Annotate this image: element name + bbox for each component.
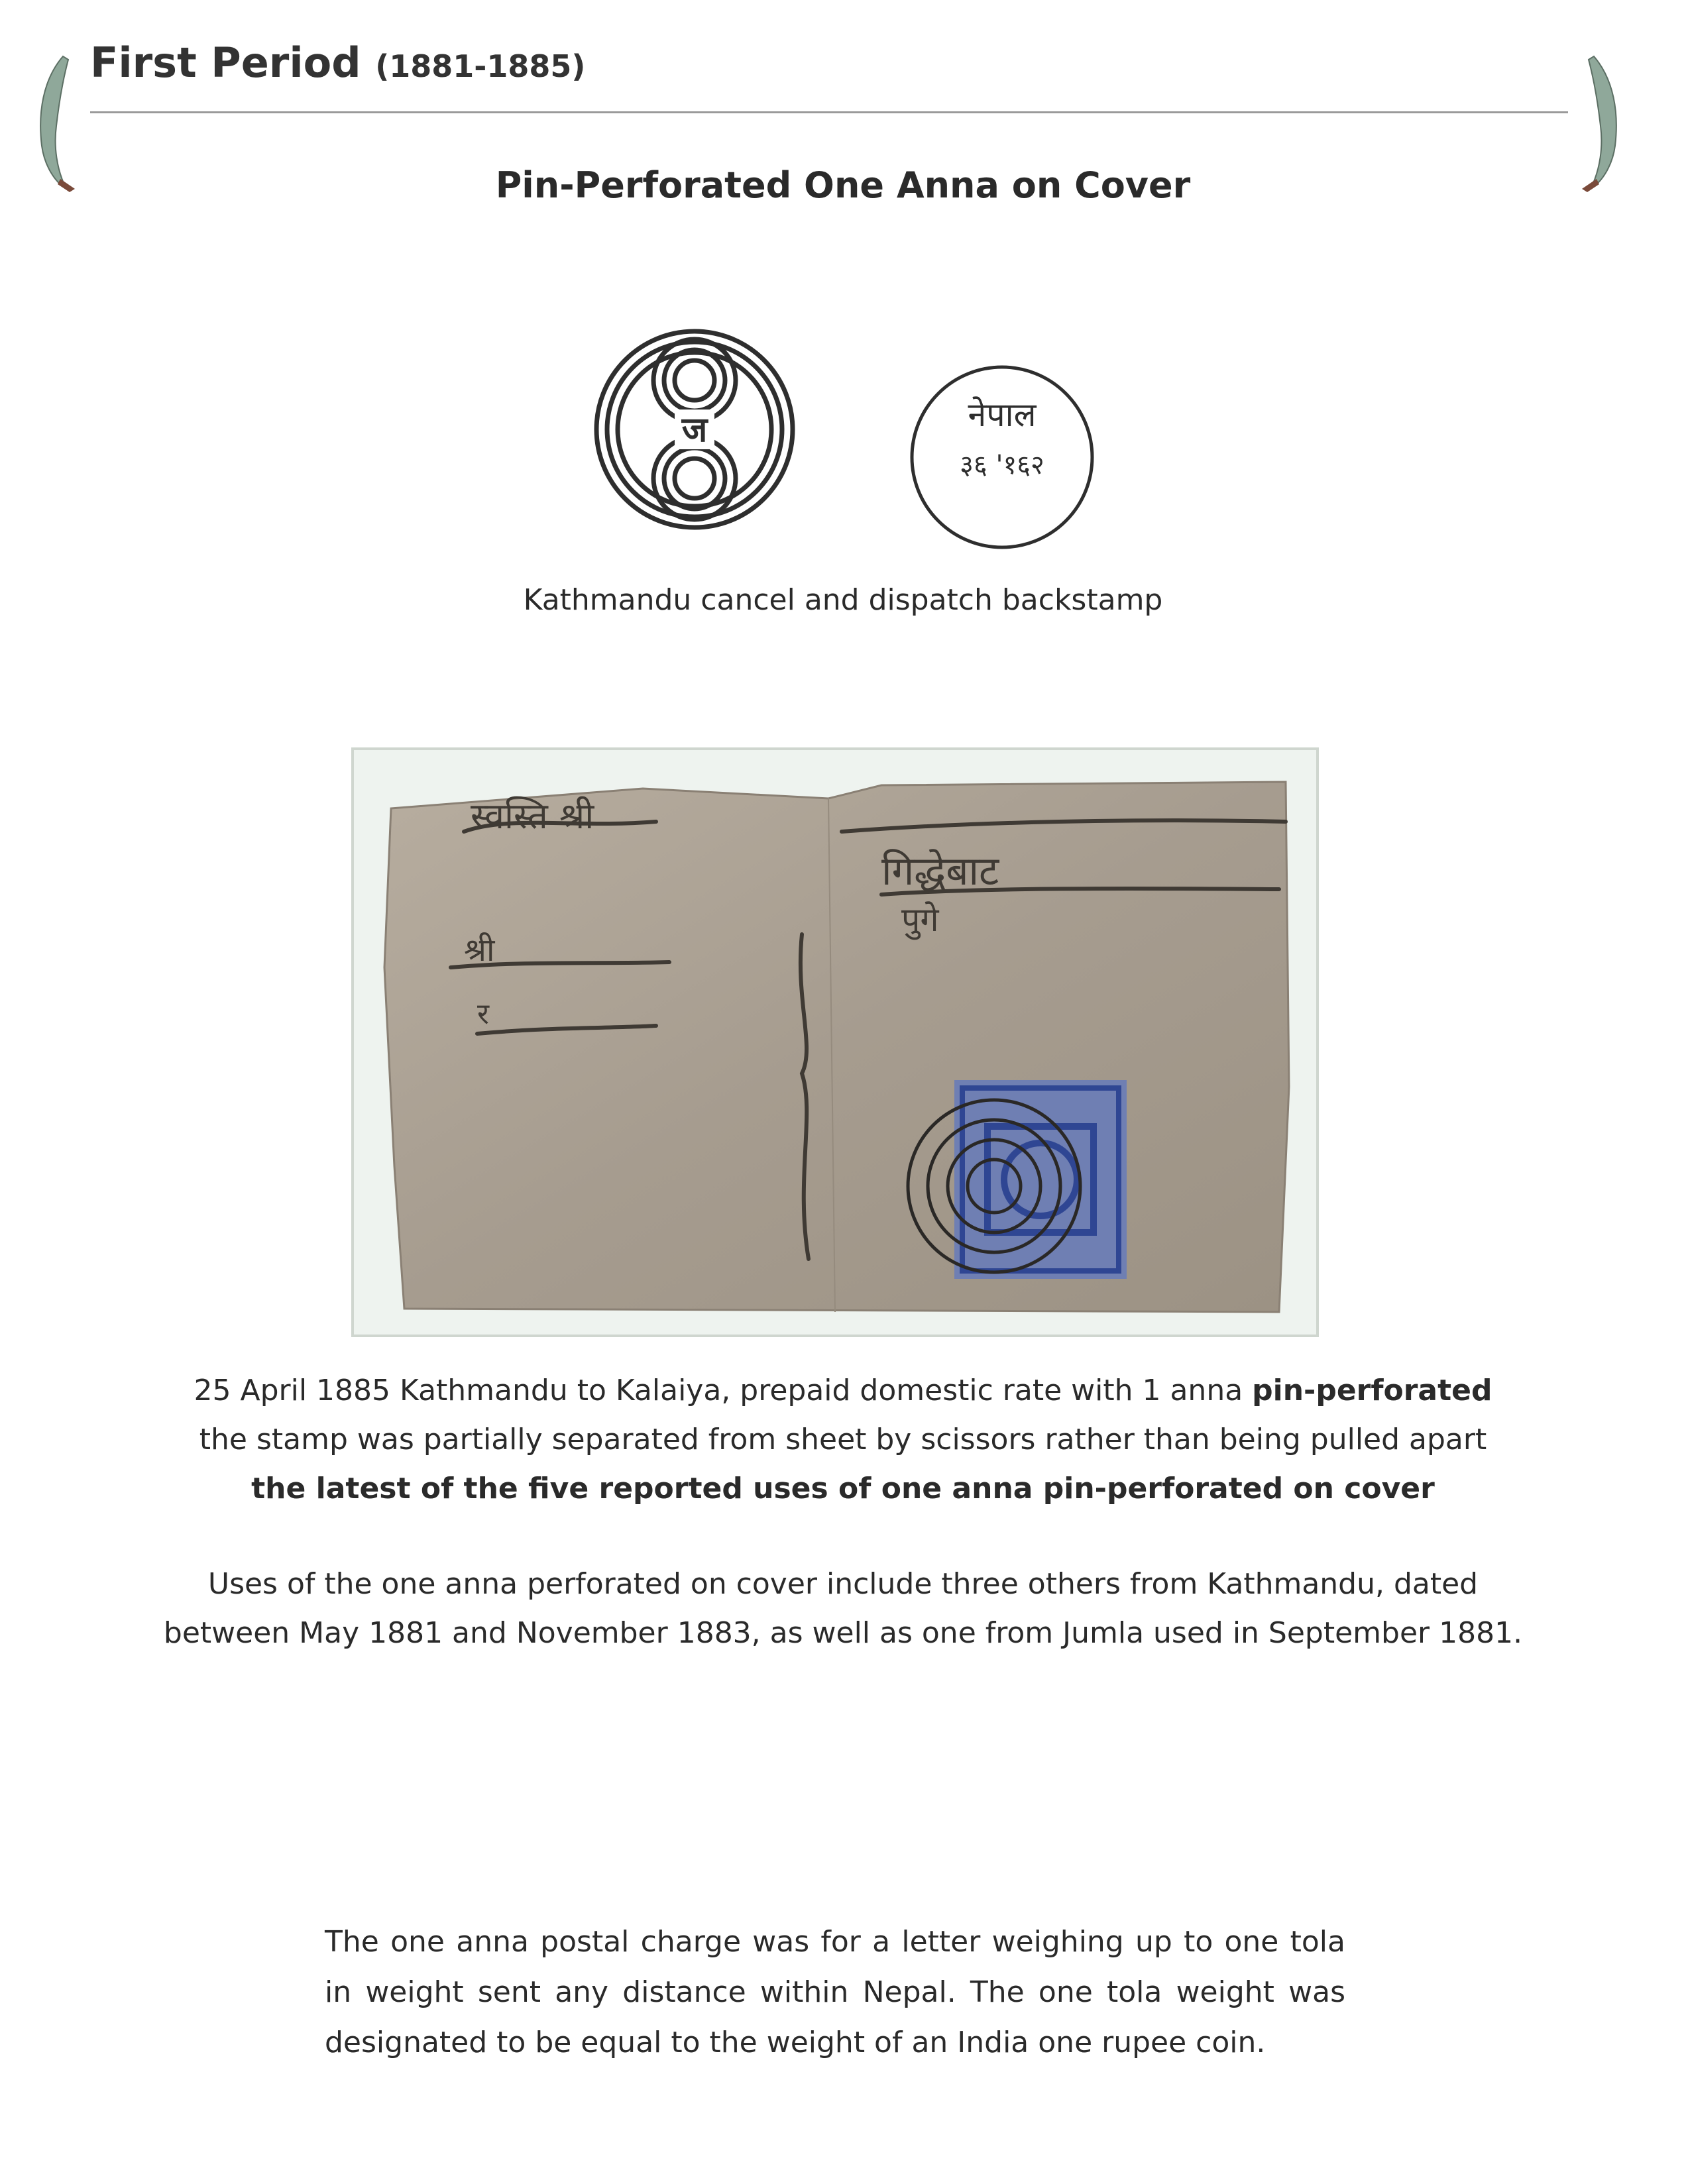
other-uses-line-1: Uses of the one anna perforated on cover include three others from Kathmandu, dated: [207, 1567, 1479, 1601]
backstamp-text-date: ३६ '१६२: [960, 450, 1044, 480]
svg-text:र: र: [477, 997, 489, 1031]
svg-text:गिद्धेबाट: गिद्धेबाट: [881, 848, 999, 895]
page-title: Pin-Perforated One Anna on Cover: [495, 164, 1191, 206]
svg-text:स्वस्ति श्री: स्वस्ति श्री: [471, 795, 594, 837]
description-line-2: the stamp was partially separated from sheet by scissors rather than being pulled apart: [199, 1423, 1487, 1456]
cover-description: 25 April 1885 Kathmandu to Kalaiya, prepaid domestic rate with 1 anna pin-perforated the stamp was partially separated from sheet by scissors rather than being pulled apart the latest of the five reported uses of one anna pin-perforated on cover: [0, 1366, 1686, 1513]
description-line-3: the latest of the five reported uses of one anna pin-perforated on cover: [251, 1472, 1435, 1505]
kathmandu-cancel-image: [583, 318, 806, 541]
other-uses-line-2: between May 1881 and November 1883, as well as one from Jumla used in September 1881.: [163, 1616, 1523, 1650]
section-title: First Period (1881-1885): [90, 38, 586, 87]
svg-text:श्री: श्री: [464, 932, 495, 969]
cover-image: [378, 769, 1299, 1319]
postal-charge-note: The one anna postal charge was for a letter weighing up to one tola in weight sent any distance within Nepal. The one tola weight was designated to be equal to the weight of an India one rupee coin.: [325, 1925, 1345, 2059]
backstamp-text-nepal: नेपाल: [968, 396, 1037, 434]
svg-text:पुगे: पुगे: [901, 901, 939, 939]
section-years: (1881-1885): [375, 48, 586, 84]
svg-text:ज: ज: [681, 410, 708, 450]
header-divider: [90, 111, 1568, 113]
other-uses-paragraph: [0, 1560, 1686, 1658]
pin-perforated-emphasis: pin-perforated: [1252, 1374, 1492, 1407]
cancel-caption: Kathmandu cancel and dispatch backstamp: [523, 583, 1163, 617]
